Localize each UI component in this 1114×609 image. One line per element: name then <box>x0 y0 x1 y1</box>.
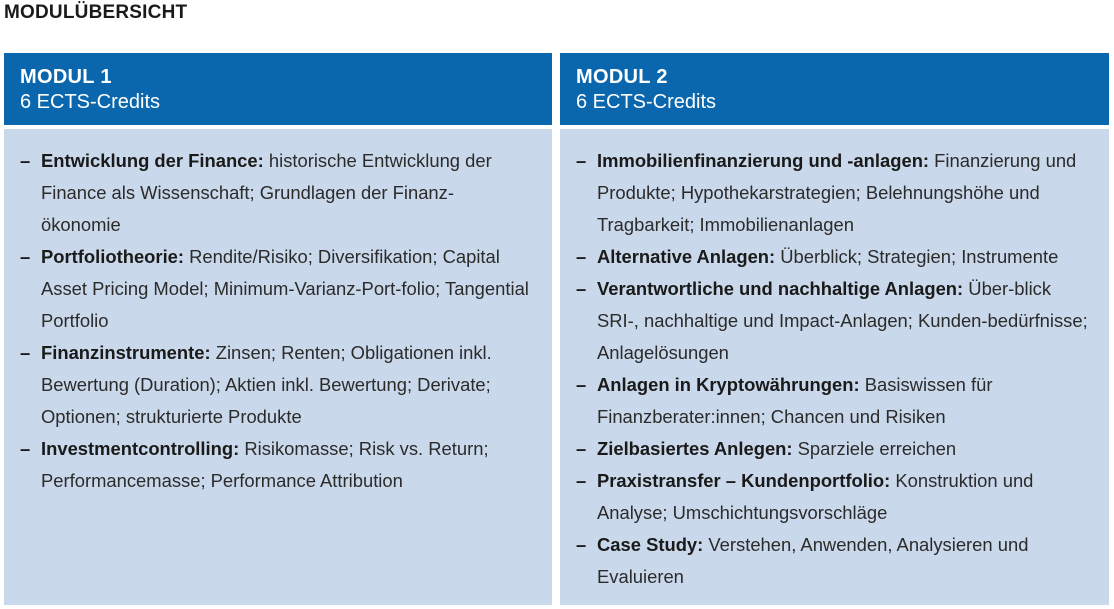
topic-item <box>576 529 1089 593</box>
topic-item <box>20 241 532 337</box>
module-1-title: MODUL 1 <box>20 66 112 88</box>
topic-item <box>576 369 1089 433</box>
topic-name: Finanzinstrumente: <box>41 342 211 363</box>
module-1-body <box>4 129 552 605</box>
topic-description: Finanzierung und Produkte; Hypothekarstrategien; Belehnungshöhe und Tragbarkeit; Immobilienanlagen <box>597 150 1077 235</box>
topic-item <box>576 433 1089 465</box>
topic-item <box>576 465 1089 529</box>
bullet-dash: – <box>576 150 587 171</box>
module-2-header <box>560 53 1109 125</box>
bullet-dash: – <box>20 150 31 171</box>
bullet-dash: – <box>576 278 587 299</box>
page-title: MODULÜBERSICHT <box>4 2 188 23</box>
topic-name: Case Study: <box>597 534 704 555</box>
module-2-panel <box>560 53 1109 605</box>
bullet-dash: – <box>576 470 587 491</box>
bullet-dash: – <box>20 246 31 267</box>
topic-description: Risikomasse; Risk vs. Return; Performancemasse; Performance Attribution <box>41 438 489 491</box>
module-1-panel <box>4 53 552 605</box>
bullet-dash: – <box>20 342 31 363</box>
topic-name: Immobilienfinanzierung und -anlagen: <box>597 150 930 171</box>
topic-description: Konstruktion und Analyse; Umschichtungsvorschläge <box>597 470 1034 523</box>
bullet-dash: – <box>576 534 587 555</box>
topic-item <box>20 433 532 497</box>
module-1-header <box>4 53 552 125</box>
topic-item <box>20 337 532 433</box>
topic-name: Verantwortliche und nachhaltige Anlagen: <box>597 278 964 299</box>
topic-name: Zielbasiertes Anlegen: <box>597 438 793 459</box>
topic-name: Investmentcontrolling: <box>41 438 240 459</box>
bullet-dash: – <box>576 438 587 459</box>
bullet-dash: – <box>20 438 31 459</box>
topic-name: Anlagen in Kryptowährungen: <box>597 374 860 395</box>
topic-name: Entwicklung der Finance: <box>41 150 264 171</box>
topic-description: historische Entwicklung der Finance als Wissenschaft; Grundlagen der Finanz-ökonomie <box>41 150 492 235</box>
module-1-credits: 6 ECTS-Credits <box>20 91 161 113</box>
topic-item <box>20 145 532 241</box>
topic-item <box>576 241 1089 273</box>
topic-description: Über-blick SRI-, nachhaltige und Impact-Anlagen; Kunden-bedürfnisse; Anlagelösungen <box>597 278 1088 363</box>
module-1-topic-list <box>20 145 532 497</box>
bullet-dash: – <box>576 246 587 267</box>
topic-name: Portfoliotheorie: <box>41 246 185 267</box>
topic-item <box>576 273 1089 369</box>
topic-description: Überblick; Strategien; Instrumente <box>775 246 1059 267</box>
module-2-body <box>560 129 1109 605</box>
module-2-credits: 6 ECTS-Credits <box>576 91 717 113</box>
topic-item <box>576 145 1089 241</box>
module-2-title: MODUL 2 <box>576 66 668 88</box>
topic-description: Basiswissen für Finanzberater:innen; Chancen und Risiken <box>597 374 993 427</box>
bullet-dash: – <box>576 374 587 395</box>
module-2-topic-list <box>576 145 1089 593</box>
topic-name: Praxistransfer – Kundenportfolio: <box>597 470 891 491</box>
topic-description: Sparziele erreichen <box>792 438 957 459</box>
topic-description: Verstehen, Anwenden, Analysieren und Evaluieren <box>597 534 1029 587</box>
topic-name: Alternative Anlagen: <box>597 246 776 267</box>
topic-description: Zinsen; Renten; Obligationen inkl. Bewertung (Duration); Aktien inkl. Bewertung; Derivate; Optionen; strukturierte Produkte <box>41 342 492 427</box>
topic-description: Rendite/Risiko; Diversifikation; Capital Asset Pricing Model; Minimum-Varianz-Port-folio; Tangential Portfolio <box>41 246 529 331</box>
